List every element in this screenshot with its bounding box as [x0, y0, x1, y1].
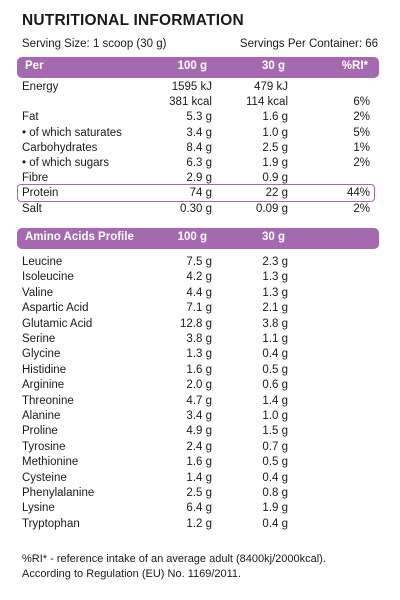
- row-value-30g: 1.5 g: [262, 425, 288, 438]
- row-value-100g: 3.4 g: [186, 410, 212, 422]
- row-value-30g: 2.1 g: [262, 302, 288, 315]
- row-value-100g: 0.30 g: [180, 202, 212, 215]
- row-value-100g: 4.9 g: [186, 425, 212, 438]
- row-label: Threonine: [22, 394, 74, 407]
- row-value-30g: 0.6 g: [262, 379, 288, 392]
- servings-per-container: Servings Per Container: 66: [239, 38, 378, 50]
- header-ri: %RI*: [341, 60, 368, 72]
- table-row: [22, 348, 378, 364]
- row-value-100g: 4.2 g: [186, 271, 212, 284]
- row-value-30g: 1.3 g: [262, 286, 288, 299]
- row-value-30g: 0.9 g: [262, 172, 288, 185]
- row-value-100g: 3.4 g: [186, 126, 212, 139]
- row-label: Proline: [22, 425, 58, 438]
- table-row: [22, 157, 378, 173]
- row-label: Isoleucine: [22, 271, 74, 284]
- row-value-100g: 74 g: [189, 187, 212, 200]
- row-label: Carbohydrates: [22, 141, 98, 154]
- table-row: [22, 379, 378, 395]
- row-label: Salt: [22, 202, 42, 215]
- table-row: [22, 395, 378, 411]
- row-value-30g: 3.8 g: [262, 317, 288, 330]
- table-row: [22, 172, 378, 188]
- table-row: [22, 302, 378, 318]
- table-row: [22, 142, 378, 158]
- row-value-ri: 2%: [353, 111, 370, 124]
- row-value-30g: 0.5 g: [262, 456, 288, 469]
- row-label: Serine: [22, 333, 56, 345]
- table-row: [22, 96, 378, 112]
- table-row: [22, 502, 378, 518]
- header-amino-100g: 100 g: [177, 231, 207, 243]
- row-label: Tyrosine: [22, 440, 66, 453]
- row-value-30g: 0.5 g: [262, 363, 288, 376]
- row-value-ri: 2%: [353, 157, 370, 169]
- row-value-100g: 6.3 g: [186, 157, 212, 169]
- row-label: Glycine: [22, 348, 61, 361]
- row-label: Methionine: [22, 456, 79, 469]
- header-30g: 30 g: [261, 60, 285, 72]
- row-value-100g: 381 kcal: [169, 96, 212, 109]
- table-row: [22, 410, 378, 426]
- footnote-regulation: According to Regulation (EU) No. 1169/2011.: [22, 568, 242, 580]
- row-label: Arginine: [22, 379, 65, 392]
- row-value-30g: 0.7 g: [262, 440, 288, 453]
- row-label: Valine: [22, 286, 54, 299]
- row-label: • of which saturates: [22, 126, 122, 139]
- table-row: [22, 187, 378, 203]
- serving-size: Serving Size: 1 scoop (30 g): [22, 38, 167, 50]
- row-value-100g: 8.4 g: [186, 141, 212, 154]
- row-label: Histidine: [22, 363, 67, 376]
- row-value-100g: 2.4 g: [186, 440, 212, 453]
- row-value-100g: 4.7 g: [186, 394, 212, 407]
- row-value-30g: 1.0 g: [262, 126, 288, 139]
- row-value-100g: 1.6 g: [186, 456, 212, 469]
- header-100g: 100 g: [177, 60, 207, 72]
- row-value-100g: 3.8 g: [186, 333, 212, 345]
- row-label: Lysine: [22, 502, 55, 515]
- table-row: [22, 333, 378, 349]
- row-label: Aspartic Acid: [22, 302, 89, 315]
- table-row: [22, 81, 378, 97]
- table-row: [22, 287, 378, 303]
- row-value-30g: 2.5 g: [262, 141, 288, 154]
- table-row: [22, 518, 378, 534]
- row-label: Phenylalanine: [22, 487, 95, 499]
- footnote: [22, 552, 382, 582]
- row-value-30g: 1.3 g: [262, 271, 288, 284]
- row-value-100g: 5.3 g: [186, 111, 212, 124]
- row-value-100g: 7.5 g: [186, 256, 212, 268]
- serving-info: [22, 38, 378, 50]
- table-row: [22, 441, 378, 457]
- table-row: [22, 472, 378, 488]
- row-value-100g: 2.5 g: [186, 487, 212, 499]
- header-amino-30g: 30 g: [261, 231, 285, 243]
- row-value-30g: 2.3 g: [262, 256, 288, 268]
- table-row: [22, 256, 378, 272]
- table-row: [22, 203, 378, 219]
- row-value-100g: 7.1 g: [186, 302, 212, 315]
- row-value-100g: 2.0 g: [186, 379, 212, 392]
- table-row: [22, 271, 378, 287]
- row-value-30g: 1.4 g: [262, 394, 288, 407]
- row-label: Protein: [22, 187, 59, 200]
- nutrition-table-header: [17, 57, 379, 78]
- row-value-ri: 2%: [353, 202, 370, 215]
- header-per: Per: [25, 60, 44, 72]
- row-label: Glutamic Acid: [22, 317, 93, 330]
- row-value-30g: 1.1 g: [262, 333, 288, 345]
- page-title: NUTRITIONAL INFORMATION: [22, 12, 244, 29]
- row-value-30g: 0.4 g: [262, 517, 288, 530]
- table-row: [22, 111, 378, 127]
- row-value-100g: 2.9 g: [186, 172, 212, 185]
- amino-table-header: [17, 228, 379, 249]
- row-value-100g: 1.6 g: [186, 363, 212, 376]
- row-label: • of which sugars: [22, 157, 110, 169]
- row-value-30g: 1.9 g: [262, 502, 288, 515]
- row-value-ri: 6%: [353, 96, 370, 109]
- table-row: [22, 425, 378, 441]
- row-value-30g: 0.4 g: [262, 348, 288, 361]
- row-value-ri: 1%: [353, 141, 370, 154]
- table-row: [22, 364, 378, 380]
- row-value-30g: 479 kJ: [254, 81, 288, 93]
- row-label: Fibre: [22, 172, 49, 185]
- row-value-ri: 44%: [346, 187, 370, 200]
- row-value-100g: 4.4 g: [186, 286, 212, 299]
- row-label: Cysteine: [22, 471, 67, 484]
- row-label: Leucine: [22, 256, 63, 268]
- row-label: Energy: [22, 81, 59, 93]
- row-value-30g: 114 kcal: [246, 96, 288, 109]
- row-value-ri: 5%: [353, 126, 370, 139]
- row-value-100g: 6.4 g: [186, 502, 212, 515]
- table-row: [22, 456, 378, 472]
- footnote-ri: %RI* - reference intake of an average adult (8400kj/2000kcal).: [22, 553, 326, 565]
- row-value-100g: 1595 kJ: [171, 81, 212, 93]
- row-value-30g: 1.6 g: [262, 111, 288, 124]
- row-value-30g: 22 g: [265, 187, 288, 200]
- row-label: Alanine: [22, 410, 61, 422]
- header-amino: Amino Acids Profile: [25, 231, 134, 243]
- row-value-30g: 0.09 g: [256, 202, 288, 215]
- table-row: [22, 318, 378, 334]
- row-value-30g: 0.8 g: [262, 487, 288, 499]
- row-label: Tryptophan: [22, 517, 80, 530]
- row-value-100g: 1.2 g: [186, 517, 212, 530]
- row-value-100g: 12.8 g: [180, 317, 212, 330]
- row-value-100g: 1.4 g: [186, 471, 212, 484]
- table-row: [22, 487, 378, 503]
- table-row: [22, 127, 378, 143]
- row-value-30g: 0.4 g: [262, 471, 288, 484]
- row-value-100g: 1.3 g: [186, 348, 212, 361]
- row-label: Fat: [22, 111, 39, 124]
- row-value-30g: 1.9 g: [262, 157, 288, 169]
- row-value-30g: 1.0 g: [262, 410, 288, 422]
